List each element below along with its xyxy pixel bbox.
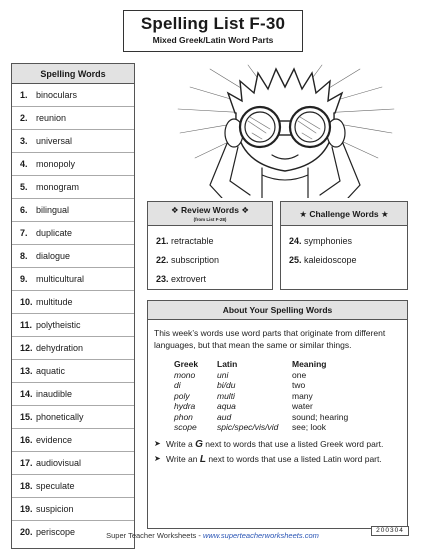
word-text: monogram [36, 182, 80, 192]
title-box [123, 10, 303, 52]
word-part-row [174, 370, 348, 381]
letter-g: G [195, 438, 203, 450]
word-number: 2. [20, 113, 28, 123]
word-number: 18. [20, 481, 33, 491]
word-text: periscope [36, 527, 76, 537]
footer-text: Super Teacher Worksheets - [106, 531, 203, 540]
word-text: multicultural [36, 274, 85, 284]
word-number: 8. [20, 251, 28, 261]
spelling-word-row [12, 406, 134, 429]
spelling-word-row [12, 176, 134, 199]
spelling-word-row [12, 153, 134, 176]
word-number: 3. [20, 136, 28, 146]
word-number: 9. [20, 274, 28, 284]
meaning: water [292, 401, 313, 411]
word-text: polytheistic [36, 320, 81, 330]
word-text: dialogue [36, 251, 71, 261]
challenge-word-row [289, 251, 407, 270]
word-text: universal [36, 136, 73, 146]
instruction-greek: ➤ Write a G next to words that use a listed Greek word part. [154, 438, 384, 450]
word-text: subscription [171, 255, 220, 265]
column-header-latin: Latin [217, 359, 238, 369]
word-parts-table [174, 359, 348, 433]
review-words-heading: ❖ Review Words ❖ [171, 205, 249, 215]
review-words-list [148, 226, 272, 289]
spelling-word-row [12, 498, 134, 521]
review-words-header [148, 202, 272, 226]
spelling-words-box [11, 63, 135, 549]
word-text: monopoly [36, 159, 76, 169]
arrow-bullet-icon: ➤ [154, 438, 161, 448]
challenge-words-heading: ★ Challenge Words ★ [281, 202, 407, 226]
review-word-row [156, 251, 272, 270]
latin-part: aud [217, 411, 232, 422]
word-text: duplicate [36, 228, 73, 238]
about-heading: About Your Spelling Words [148, 301, 407, 320]
spelling-word-row [12, 337, 134, 360]
review-word-row [156, 232, 272, 251]
word-number: 17. [20, 458, 33, 468]
word-text: aquatic [36, 366, 66, 376]
arrow-bullet-icon: ➤ [154, 454, 161, 463]
word-text: retractable [171, 236, 214, 246]
word-number: 25. [289, 255, 302, 265]
review-words-box [147, 201, 273, 290]
spelling-word-row [12, 130, 134, 153]
meaning: one [292, 369, 307, 380]
page-subtitle: Mixed Greek/Latin Word Parts [152, 35, 274, 45]
meaning: see; look [292, 422, 327, 432]
word-number: 5. [20, 182, 28, 192]
word-number: 11. [20, 320, 33, 330]
review-word-row [156, 270, 272, 289]
word-number: 24. [289, 236, 302, 246]
review-words-subheading: (from List F-28) [193, 217, 227, 222]
latin-part: spic/spec/vis/vid [217, 422, 279, 432]
greek-part: hydra [174, 401, 196, 411]
spelling-word-row [12, 314, 134, 337]
word-part-row [174, 422, 348, 433]
challenge-word-row [289, 232, 407, 251]
word-text: kaleidoscope [304, 255, 357, 265]
word-text: reunion [36, 113, 67, 123]
footer [0, 531, 425, 541]
about-intro: This week’s words use word parts that originate from different languages, but that mean the same or similar things. [154, 328, 386, 350]
word-part-row [174, 380, 348, 391]
worksheet-code: 200304 [371, 526, 409, 536]
word-text: multitude [36, 297, 73, 307]
word-number: 10. [20, 297, 33, 307]
word-text: inaudible [36, 389, 73, 399]
greek-part: scope [174, 422, 197, 432]
spelling-word-row [12, 360, 134, 383]
word-number: 7. [20, 228, 28, 238]
meaning: two [292, 380, 306, 390]
column-header-meaning: Meaning [292, 359, 327, 369]
spelling-word-row [12, 291, 134, 314]
greek-part: phon [174, 411, 193, 422]
word-text: symphonies [304, 236, 353, 246]
word-text: dehydration [36, 343, 84, 353]
latin-part: bi/du [217, 380, 236, 390]
word-number: 13. [20, 366, 33, 376]
word-part-row [174, 391, 348, 402]
page-title: Spelling List F-30 [140, 14, 286, 33]
spelling-word-row [12, 222, 134, 245]
word-number: 23. [156, 274, 169, 284]
word-text: extrovert [171, 274, 207, 284]
spelling-words-list [12, 84, 134, 544]
instruction-latin: ➤ Write an L next to words that use a listed Latin word part. [154, 454, 382, 465]
spelling-words-heading: Spelling Words [12, 64, 134, 84]
word-text: audiovisual [36, 458, 82, 468]
spelling-word-row [12, 199, 134, 222]
latin-part: aqua [217, 401, 236, 411]
latin-part: multi [217, 390, 235, 401]
spelling-word-row [12, 383, 134, 406]
word-number: 1. [20, 90, 28, 100]
word-number: 22. [156, 255, 169, 265]
word-number: 19. [20, 504, 33, 514]
footer-link[interactable]: www.superteacherworksheets.com [202, 531, 319, 540]
spelling-word-row [12, 452, 134, 475]
word-text: binoculars [36, 90, 78, 100]
kid-with-binoculars-illustration [150, 63, 420, 198]
word-text: phonetically [36, 412, 84, 422]
word-text: evidence [36, 435, 73, 445]
letter-l: L [199, 454, 206, 465]
word-number: 6. [20, 205, 28, 215]
spelling-word-row [12, 268, 134, 291]
spelling-word-row [12, 84, 134, 107]
word-text: speculate [36, 481, 75, 491]
word-part-row [174, 412, 348, 423]
spelling-word-row [12, 245, 134, 268]
word-number: 14. [20, 389, 33, 399]
word-part-row [174, 401, 348, 412]
meaning: sound; hearing [292, 411, 349, 422]
greek-part: di [174, 380, 181, 390]
word-number: 4. [20, 159, 28, 169]
word-number: 15. [20, 412, 33, 422]
column-header-greek: Greek [174, 359, 199, 369]
greek-part: poly [174, 390, 190, 401]
word-number: 21. [156, 236, 169, 246]
word-number: 16. [20, 435, 33, 445]
spelling-word-row [12, 475, 134, 498]
word-text: bilingual [36, 205, 70, 215]
challenge-words-list [281, 226, 407, 270]
spelling-word-row [12, 429, 134, 452]
about-box [147, 300, 408, 529]
word-number: 20. [20, 527, 33, 537]
word-number: 12. [20, 343, 33, 353]
challenge-words-box [280, 201, 408, 290]
latin-part: uni [217, 369, 229, 380]
greek-part: mono [174, 369, 196, 380]
word-text: suspicion [36, 504, 74, 514]
spelling-word-row [12, 107, 134, 130]
meaning: many [292, 390, 313, 401]
